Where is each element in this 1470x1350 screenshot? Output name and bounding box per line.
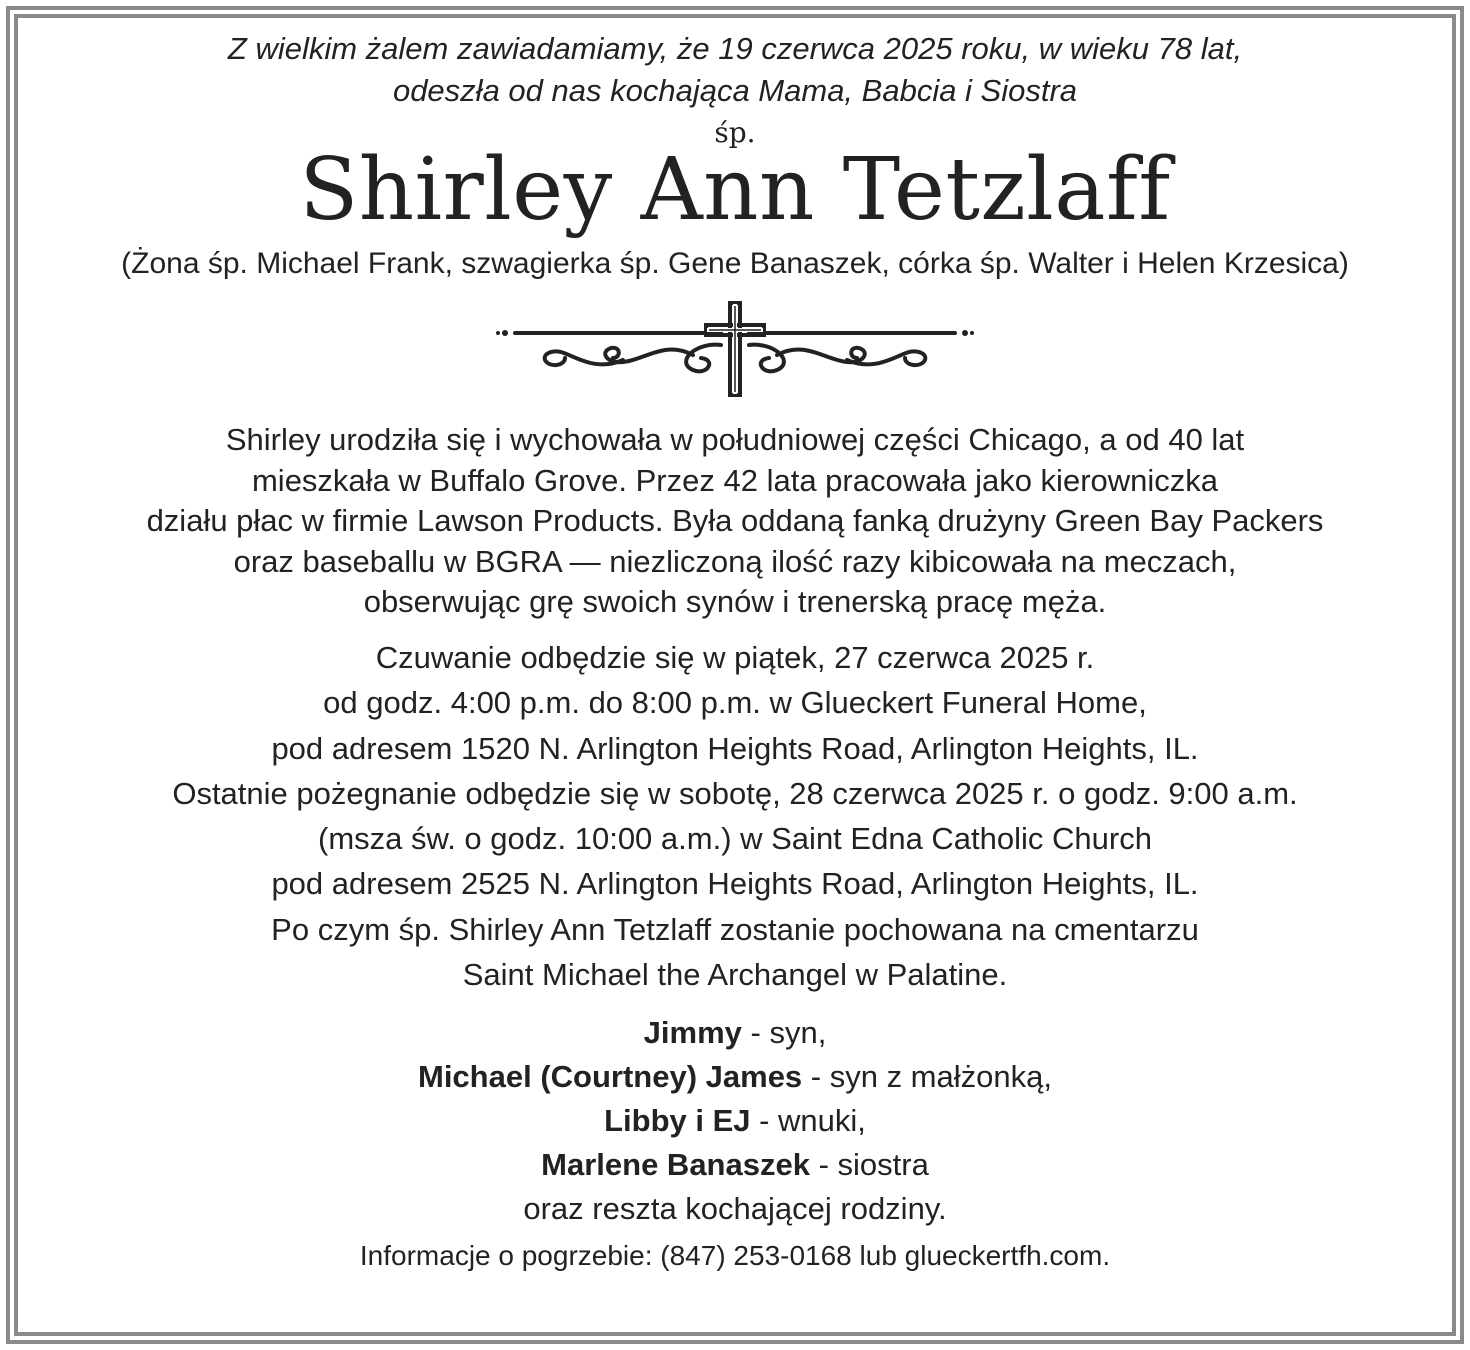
family-member-role: - syn, (741, 1015, 827, 1051)
family-closing: oraz reszta kochającej rodziny. (523, 1191, 947, 1227)
service-line: (msza św. o godz. 10:00 a.m.) w Saint Edna Catholic Church (318, 821, 1152, 857)
family-member-name: Jimmy (643, 1015, 742, 1051)
family-member-role: - siostra (809, 1147, 929, 1183)
family-member (24, 1143, 1446, 1187)
service-line: pod adresem 2525 N. Arlington Heights Road, Arlington Heights, IL. (271, 866, 1199, 902)
intro-line: odeszła od nas kochająca Mama, Babcia i Siostra (392, 73, 1078, 108)
service-details (24, 635, 1446, 997)
family-member-role: - wnuki, (750, 1103, 866, 1139)
bio-line: obserwując grę swoich synów i trenerską pracę męża. (363, 584, 1107, 620)
deceased-name: Shirley Ann Tetzlaff (299, 140, 1171, 240)
bio-line: działu płac w firmie Lawson Products. Była oddaną fanką drużyny Green Bay Packers (146, 503, 1324, 539)
family-member (24, 1055, 1446, 1099)
service-line: pod adresem 1520 N. Arlington Heights Road, Arlington Heights, IL. (271, 730, 1199, 766)
relations-text: (Żona śp. Michael Frank, szwagierka śp. Gene Banaszek, córka śp. Walter i Helen Krzesica) (121, 247, 1349, 280)
service-line: Czuwanie odbędzie się w piątek, 27 czerwca 2025 r. (375, 639, 1095, 675)
family-member-name: Marlene Banaszek (541, 1147, 810, 1183)
intro-text (24, 28, 1446, 112)
family-member (24, 1099, 1446, 1143)
service-line: Ostatnie pożegnanie odbędzie się w sobotę, 28 czerwca 2025 r. o godz. 9:00 a.m. (172, 775, 1298, 811)
family-member (24, 1011, 1446, 1055)
service-line: Saint Michael the Archangel w Palatine. (462, 957, 1008, 993)
bio-line: oraz baseballu w BGRA — niezliczoną ilość razy kibicowała na meczach, (233, 543, 1237, 579)
service-line: od godz. 4:00 p.m. do 8:00 p.m. w Glueckert Funeral Home, (323, 685, 1147, 721)
contact-info: Informacje o pogrzebie: (847) 253-0168 lub glueckertfh.com. (359, 1240, 1111, 1272)
family-member-name: Libby i EJ (604, 1103, 751, 1139)
cross-flourish-icon (495, 300, 975, 400)
biography (24, 420, 1446, 623)
surviving-family (24, 1011, 1446, 1231)
intro-line: Z wielkim żalem zawiadamiamy, że 19 czerwca 2025 roku, w wieku 78 lat, (227, 31, 1243, 66)
family-member-role: - syn z małżonką, (802, 1059, 1052, 1095)
honorific: śp. (714, 116, 756, 149)
service-line: Po czym śp. Shirley Ann Tetzlaff zostanie pochowana na cmentarzu (271, 911, 1199, 947)
bio-line: mieszkała w Buffalo Grove. Przez 42 lata pracowała jako kierowniczka (251, 462, 1219, 498)
obituary-notice (24, 24, 1446, 1275)
bio-line: Shirley urodziła się i wychowała w południowej części Chicago, a od 40 lat (225, 422, 1245, 457)
family-member-name: Michael (Courtney) James (418, 1059, 803, 1095)
